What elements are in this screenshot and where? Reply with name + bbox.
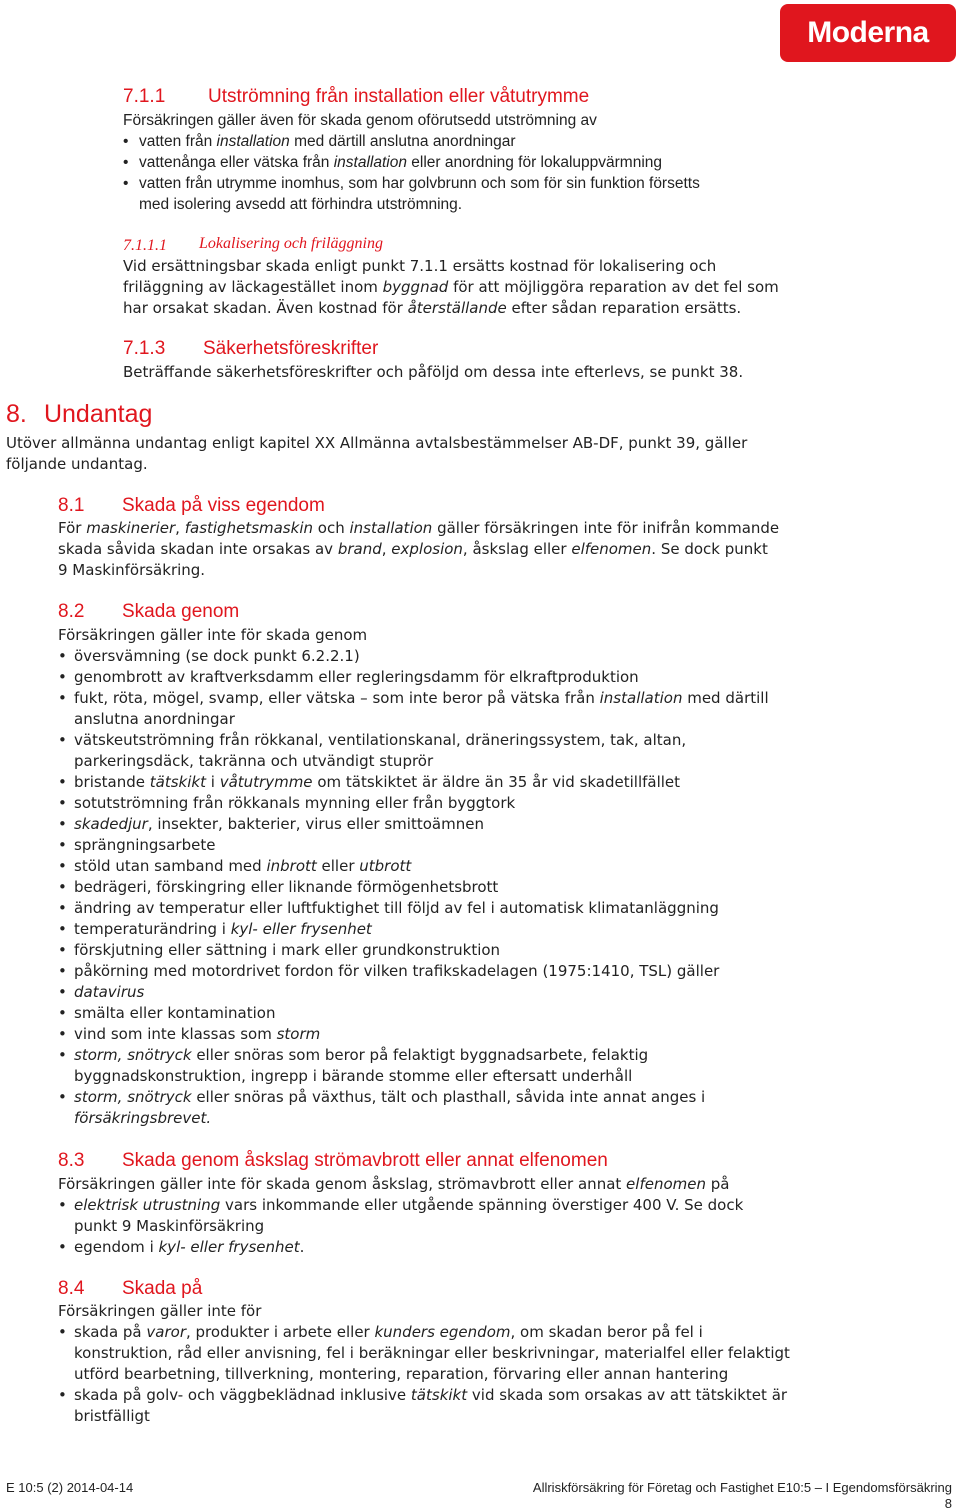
list-item: • sprängningsarbete bbox=[58, 835, 938, 856]
section-8-2-body bbox=[58, 625, 938, 1129]
heading-8-3 bbox=[58, 1150, 608, 1172]
list-item: • vatten från installation med därtill anslutna anordningar bbox=[123, 131, 903, 152]
paragraph-line: Utöver allmänna undantag enligt kapitel XX Allmänna avtalsbestämmelser AB-DF, punkt 39, gäller bbox=[6, 434, 748, 452]
section-8-4-body bbox=[58, 1301, 938, 1427]
paragraph-line: skada såvida skadan inte orsakas av brand, explosion, åskslag eller elfenomen. Se dock punkt bbox=[58, 540, 768, 558]
section-number: 8.2 bbox=[58, 601, 85, 622]
list-item: • fukt, röta, mögel, svamp, eller vätska – som inte beror på vätska från installation med därtill anslutna anordningar bbox=[58, 688, 938, 730]
list-item: • översvämning (se dock punkt 6.2.2.1) bbox=[58, 646, 938, 667]
section-title: Säkerhetsföreskrifter bbox=[203, 338, 379, 359]
list-item: • vatten från utrymme inomhus, som har golvbrunn och som för sin funktion försetts med isolering avsedd att förhindra utströmning. bbox=[123, 173, 903, 215]
section-8-body bbox=[6, 433, 906, 475]
section-title: Undantag bbox=[43, 400, 153, 428]
paragraph: Beträffande säkerhetsföreskrifter och påföljd om dessa inte efterlevs, se punkt 38. bbox=[123, 363, 744, 381]
section-number: 8.4 bbox=[58, 1278, 85, 1299]
section-8-3-body bbox=[58, 1174, 938, 1258]
paragraph-line: följande undantag. bbox=[6, 455, 148, 473]
paragraph: Försäkringen gäller inte för skada genom bbox=[58, 626, 368, 644]
list-item: • storm, snötryck eller snöras som beror på felaktigt byggnadsarbete, felaktig byggnadskonstruktion, ingrepp i bärande stomme eller eftersatt underhåll bbox=[58, 1045, 938, 1087]
paragraph-line: Vid ersättningsbar skada enligt punkt 7.1.1 ersätts kostnad för lokalisering och bbox=[123, 257, 717, 275]
list-item: • påkörning med motordrivet fordon för vilken trafikskadelagen (1975:1410, TSL) gäller bbox=[58, 961, 938, 982]
list-item: • elektrisk utrustning vars inkommande eller utgående spänning överstiger 400 V. Se dock punkt 9 Maskinförsäkring bbox=[58, 1195, 938, 1237]
list-item: • bedrägeri, förskingring eller liknande förmögenhetsbrott bbox=[58, 877, 938, 898]
section-number: 7.1.1.1 bbox=[123, 237, 167, 254]
section-number: 7.1.3 bbox=[123, 338, 166, 359]
section-title: Skada genom åskslag strömavbrott eller annat elfenomen bbox=[122, 1150, 608, 1171]
section-number: 8.1 bbox=[58, 495, 85, 516]
list-item: • vattenånga eller vätska från installation eller anordning för lokaluppvärmning bbox=[123, 152, 903, 173]
list-item: • skada på golv- och väggbeklädnad inklusive tätskikt vid skada som orsakas av att tätskiktet är bristfälligt bbox=[58, 1385, 938, 1427]
bullet-list bbox=[123, 131, 903, 215]
list-item: • temperaturändring i kyl- eller frysenhet bbox=[58, 919, 938, 940]
paragraph: Försäkringen gäller inte för bbox=[58, 1302, 262, 1320]
list-item: • genombrott av kraftverksdamm eller regleringsdamm för elkraftproduktion bbox=[58, 667, 938, 688]
section-8-1-body bbox=[58, 518, 938, 581]
page-number: 8 bbox=[944, 1496, 952, 1511]
list-item: • stöld utan samband med inbrott eller utbrott bbox=[58, 856, 938, 877]
paragraph: Försäkringen gäller även för skada genom oförutsedd utströmning av bbox=[123, 112, 597, 129]
list-item: • egendom i kyl- eller frysenhet. bbox=[58, 1237, 938, 1258]
list-item: • skadedjur, insekter, bakterier, virus eller smittoämnen bbox=[58, 814, 938, 835]
section-title: Lokalisering och friläggning bbox=[199, 235, 383, 252]
list-item: • storm, snötryck eller snöras på växthus, tält och plasthall, såvida inte annat anges i försäkringsbrevet. bbox=[58, 1087, 938, 1129]
bullet-list bbox=[58, 646, 938, 1129]
list-item: • vind som inte klassas som storm bbox=[58, 1024, 938, 1045]
bullet-list bbox=[58, 1195, 938, 1258]
section-title: Skada genom bbox=[122, 601, 240, 622]
list-item: • datavirus bbox=[58, 982, 938, 1003]
heading-8-4 bbox=[58, 1278, 203, 1300]
section-number: 8.3 bbox=[58, 1150, 85, 1171]
heading-7-1-1-1 bbox=[123, 235, 383, 255]
list-item: • bristande tätskikt i våtutrymme om tätskiktet är äldre än 35 år vid skadetillfället bbox=[58, 772, 938, 793]
section-7-1-1-body bbox=[123, 110, 903, 215]
paragraph-line: har orsakat skadan. Även kostnad för återställande efter sådan reparation ersätts. bbox=[123, 299, 742, 317]
section-title: Skada på viss egendom bbox=[122, 495, 325, 516]
footer-right: Allriskförsäkring för Företag och Fastighet E10:5 – I Egendomsförsäkring bbox=[532, 1480, 952, 1495]
list-item: • ändring av temperatur eller luftfuktighet till följd av fel i automatisk klimatanläggning bbox=[58, 898, 938, 919]
list-item: • vätskeutströmning från rökkanal, ventilationskanal, dräneringssystem, tak, altan, parkeringsdäck, takränna och utvändigt stuprör bbox=[58, 730, 938, 772]
moderna-logo bbox=[780, 4, 956, 62]
paragraph-line: 9 Maskinförsäkring. bbox=[58, 561, 206, 579]
heading-8-1 bbox=[58, 495, 325, 517]
section-number: 7.1.1 bbox=[123, 86, 166, 107]
list-item: • förskjutning eller sättning i mark eller grundkonstruktion bbox=[58, 940, 938, 961]
heading-8 bbox=[6, 400, 152, 429]
heading-7-1-3 bbox=[123, 338, 379, 360]
heading-7-1-1 bbox=[123, 86, 590, 108]
list-item: • smälta eller kontamination bbox=[58, 1003, 938, 1024]
section-7-1-1-1-body bbox=[123, 256, 923, 319]
section-7-1-3-body bbox=[123, 362, 923, 383]
heading-8-2 bbox=[58, 601, 240, 623]
bullet-list bbox=[58, 1322, 938, 1427]
paragraph-line: För maskinerier, fastighetsmaskin och installation gäller försäkringen inte för inifrån kommande bbox=[58, 519, 780, 537]
list-item: • sotutströmning från rökkanals mynning eller från byggtork bbox=[58, 793, 938, 814]
paragraph: Försäkringen gäller inte för skada genom åskslag, strömavbrott eller annat elfenomen på bbox=[58, 1175, 730, 1193]
footer-left: E 10:5 (2) 2014-04-14 bbox=[6, 1480, 134, 1495]
section-number: 8. bbox=[6, 400, 27, 428]
section-title: Utströmning från installation eller våtutrymme bbox=[208, 86, 590, 107]
list-item: • skada på varor, produkter i arbete eller kunders egendom, om skadan beror på fel i konstruktion, råd eller anvisning, fel i beräkningar eller beskrivningar, materialfel eller felaktigt utförd bearbetning, tillverkning, montering, reparation, förvaring eller annan hantering bbox=[58, 1322, 938, 1385]
paragraph-line: friläggning av läckagestället inom byggnad för att möjliggöra reparation av det fel som bbox=[123, 278, 779, 296]
section-title: Skada på bbox=[122, 1278, 203, 1299]
logo-text: Moderna bbox=[807, 16, 929, 49]
